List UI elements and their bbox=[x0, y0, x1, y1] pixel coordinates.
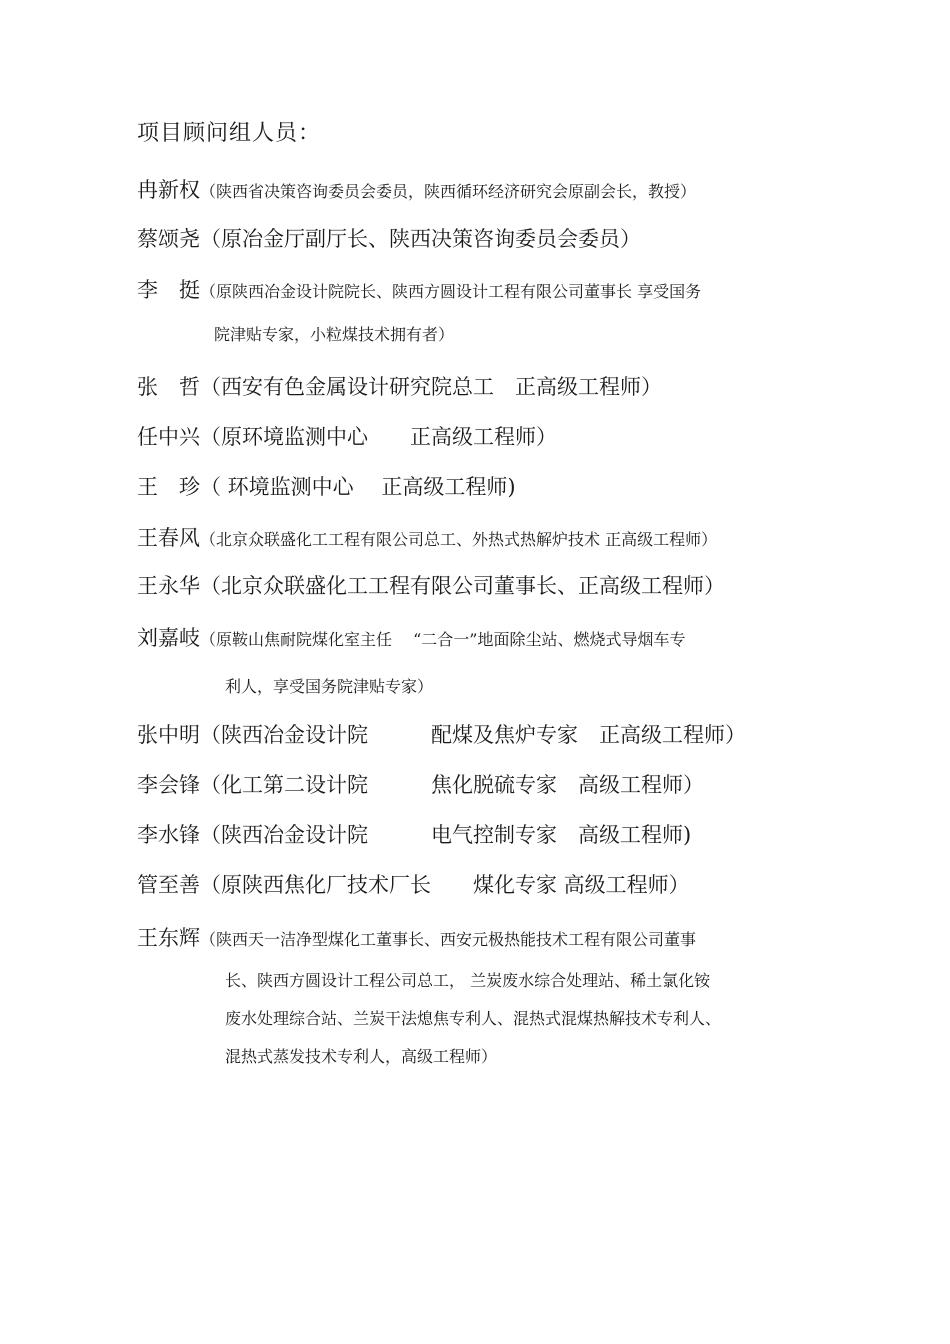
member-line bbox=[137, 274, 837, 304]
member-detail: （陕西冶金设计院 电气控制专家 高级工程师) bbox=[200, 823, 692, 847]
member-detail-continuation: 院津贴专家，小粒煤技术拥有者） bbox=[214, 325, 455, 344]
member-detail: （北京众联盛化工工程有限公司总工、外热式热解炉技术 正高级工程师） bbox=[200, 530, 718, 549]
member-entry bbox=[137, 421, 837, 451]
member-entry bbox=[137, 174, 837, 204]
member-line bbox=[137, 174, 837, 204]
member-detail: （陕西天一洁净型煤化工董事长、西安元极热能技术工程有限公司董事 bbox=[200, 930, 697, 949]
member-entry bbox=[137, 622, 837, 697]
member-name: 刘嘉岐 bbox=[137, 626, 200, 650]
member-name: 王永华 bbox=[137, 574, 200, 598]
member-detail: （陕西省决策咨询委员会委员，陕西循环经济研究会原副会长，教授） bbox=[200, 182, 697, 201]
page-title: 项目顾问组人员： bbox=[137, 121, 322, 146]
member-entry bbox=[137, 471, 837, 501]
member-line bbox=[137, 223, 837, 253]
member-entry bbox=[137, 570, 837, 600]
member-name: 王东辉 bbox=[137, 926, 200, 950]
member-entry bbox=[137, 869, 837, 899]
member-name: 蔡颂尧 bbox=[137, 227, 200, 251]
member-entry bbox=[137, 223, 837, 253]
member-entry bbox=[137, 274, 837, 345]
member-line bbox=[137, 769, 837, 799]
member-name: 李水锋 bbox=[137, 823, 200, 847]
member-line bbox=[137, 869, 837, 899]
member-line bbox=[137, 471, 837, 501]
member-name: 张中明 bbox=[137, 723, 200, 747]
member-detail: （化工第二设计院 焦化脱硫专家 高级工程师） bbox=[200, 773, 704, 797]
member-name: 冉新权 bbox=[137, 178, 200, 202]
member-name: 王春风 bbox=[137, 526, 200, 550]
member-entry bbox=[137, 922, 837, 1067]
member-name: 王 珍 bbox=[137, 475, 200, 499]
member-detail: （原陕西冶金设计院院长、陕西方圆设计工程有限公司董事长 享受国务 bbox=[200, 282, 702, 301]
member-entry bbox=[137, 719, 837, 749]
member-line bbox=[137, 371, 837, 401]
member-entry bbox=[137, 769, 837, 799]
member-detail-continuation: 废水处理综合站、兰炭干法熄焦专利人、混热式混煤热解技术专利人、 bbox=[225, 1009, 722, 1028]
member-detail: （陕西冶金设计院 配煤及焦炉专家 正高级工程师） bbox=[200, 723, 746, 747]
member-name: 李会锋 bbox=[137, 773, 200, 797]
member-line bbox=[137, 819, 837, 849]
member-detail-continuation: 长、陕西方圆设计工程公司总工， 兰炭废水综合处理站、稀土氯化铵 bbox=[225, 971, 711, 990]
member-entry bbox=[137, 371, 837, 401]
member-line bbox=[137, 622, 837, 652]
member-name: 李 挺 bbox=[137, 278, 200, 302]
member-line bbox=[137, 719, 837, 749]
member-detail: （原陕西焦化厂技术厂长 煤化专家 高级工程师） bbox=[200, 873, 690, 897]
member-detail: （北京众联盛化工工程有限公司董事长、正高级工程师） bbox=[200, 574, 725, 598]
member-name: 管至善 bbox=[137, 873, 200, 897]
member-entry bbox=[137, 819, 837, 849]
member-name: 张 哲 bbox=[137, 375, 200, 399]
member-detail: （ 环境监测中心 正高级工程师) bbox=[200, 475, 516, 499]
member-detail: （原鞍山焦耐院煤化室主任 “二合一”地面除尘站、燃烧式导烟车专 bbox=[200, 630, 686, 649]
member-line bbox=[137, 522, 837, 552]
member-name: 任中兴 bbox=[137, 425, 200, 449]
member-detail-continuation: 利人，享受国务院津贴专家） bbox=[225, 677, 434, 696]
member-detail-continuation: 混热式蒸发技术专利人，高级工程师） bbox=[225, 1047, 498, 1066]
member-line bbox=[137, 421, 837, 451]
member-line bbox=[137, 570, 837, 600]
member-line bbox=[137, 922, 837, 952]
member-detail: （原环境监测中心 正高级工程师） bbox=[200, 425, 557, 449]
member-detail: （原冶金厅副厅长、陕西决策咨询委员会委员） bbox=[200, 227, 641, 251]
member-detail: （西安有色金属设计研究院总工 正高级工程师） bbox=[200, 375, 662, 399]
member-entry bbox=[137, 522, 837, 552]
